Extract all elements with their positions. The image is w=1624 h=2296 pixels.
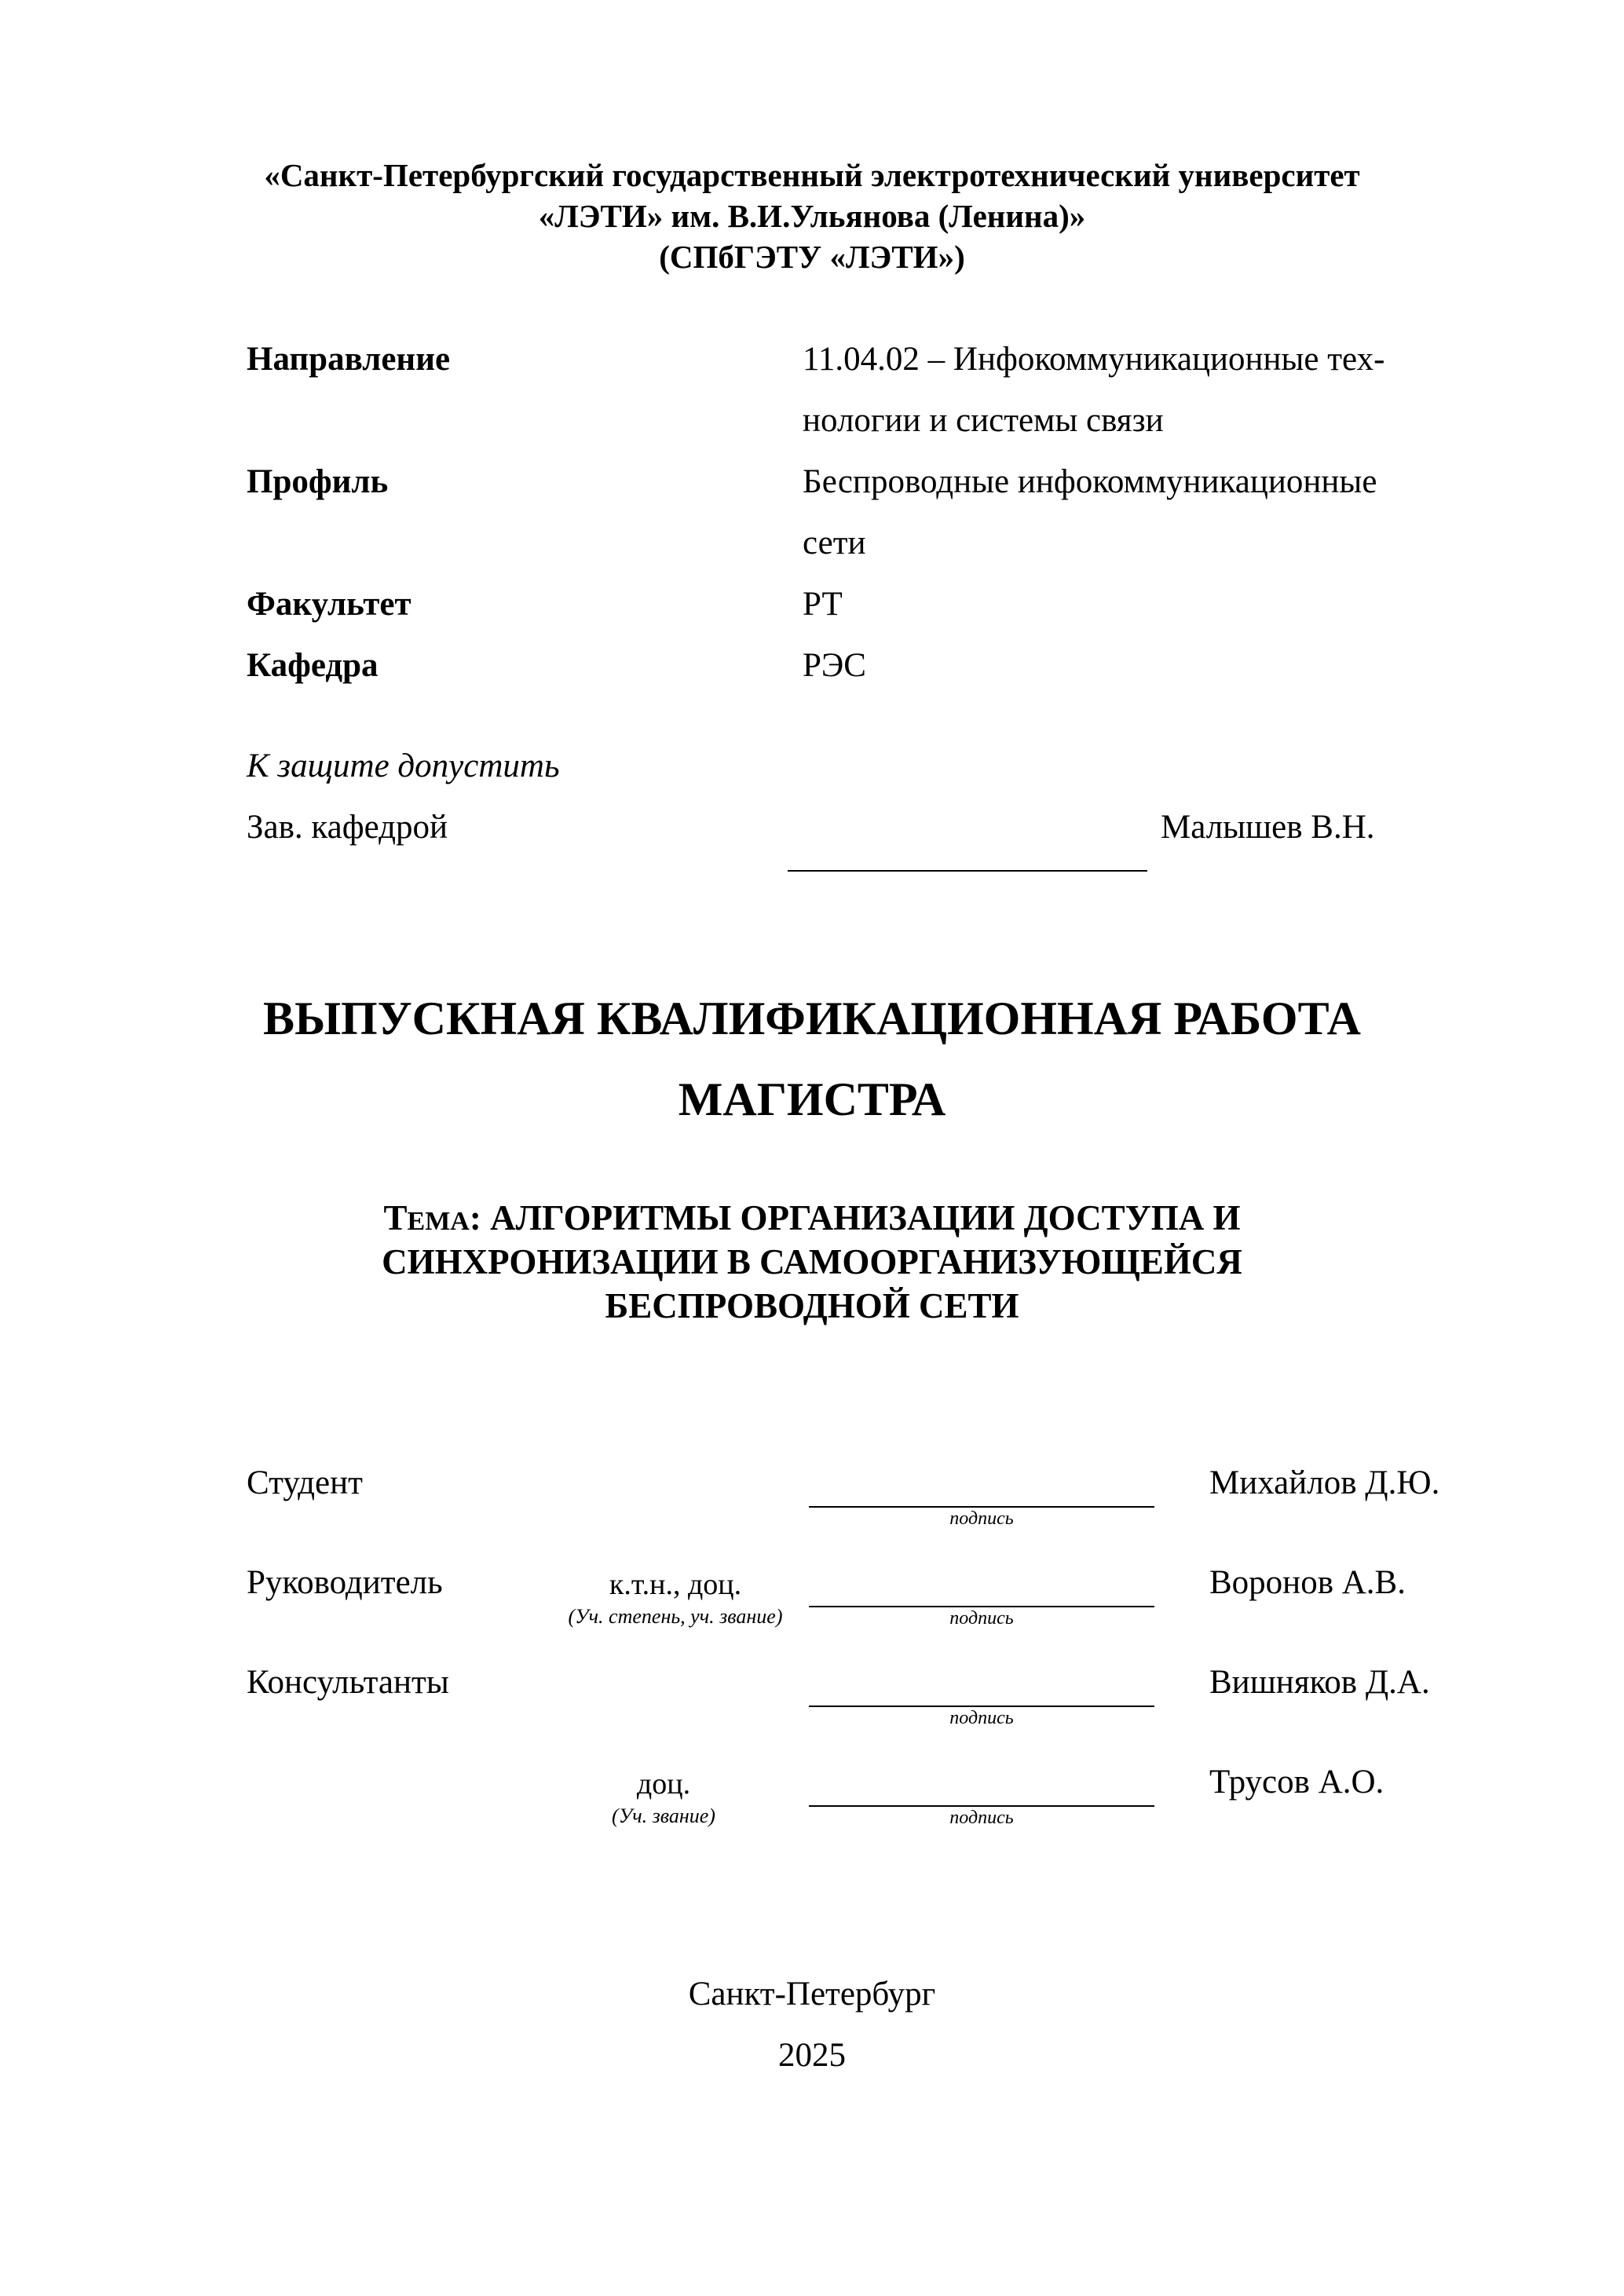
topic-prefix-rest: ЕМА <box>407 1207 470 1236</box>
consultant2-name: Трусов А.О. <box>1209 1764 1384 1801</box>
work-title-line2: МАГИСТРА <box>678 1073 946 1125</box>
department-value: РЭС <box>803 647 866 684</box>
consultant2-signature-caption: подпись <box>949 1808 1014 1828</box>
direction-value-1: 11.04.02 – Инфокоммуникационные тех- <box>803 341 1385 378</box>
supervisor-label: Руководитель <box>247 1564 443 1601</box>
head-of-department-label: Зав. кафедрой <box>247 809 448 846</box>
university-abbrev: (СПбГЭТУ «ЛЭТИ») <box>659 239 965 275</box>
consultant1-signature-caption: подпись <box>949 1708 1014 1728</box>
supervisor-name: Воронов А.В. <box>1209 1564 1406 1601</box>
year: 2025 <box>778 2037 846 2074</box>
profile-value-1: Беспроводные инфокоммуникационные <box>803 463 1377 500</box>
student-label: Студент <box>247 1464 363 1501</box>
department-label: Кафедра <box>247 647 379 684</box>
head-of-department-name: Малышев В.Н. <box>1161 809 1375 846</box>
profile-value-2: сети <box>803 525 866 561</box>
admit-to-defense: К защите допустить <box>247 748 560 784</box>
university-name-line2: «ЛЭТИ» им. В.И.Ульянова (Ленина)» <box>538 198 1086 234</box>
faculty-label: Факультет <box>247 586 411 623</box>
student-signature-caption: подпись <box>949 1508 1014 1529</box>
consultant1-name: Вишняков Д.А. <box>1209 1664 1430 1701</box>
university-name-line1: «Санкт-Петербургский государственный электротехнический университет <box>264 157 1360 193</box>
topic-line2: СИНХРОНИЗАЦИИ В САМООРГАНИЗУЮЩЕЙСЯ <box>382 1242 1242 1281</box>
consultant2-degree: доц. <box>636 1768 691 1801</box>
direction-value-2: нологии и системы связи <box>803 402 1164 439</box>
supervisor-degree-caption: (Уч. степень, уч. звание) <box>568 1605 783 1628</box>
supervisor-degree: к.т.н., доц. <box>609 1568 742 1601</box>
faculty-value: РТ <box>803 586 843 623</box>
topic-line1 <box>0 1197 1624 1243</box>
city: Санкт-Петербург <box>688 1976 936 2013</box>
consultants-label: Консультанты <box>247 1664 449 1701</box>
consultant2-signature-line <box>809 1805 1154 1807</box>
topic-prefix-t: Т <box>383 1198 408 1238</box>
consultant2-degree-caption: (Уч. звание) <box>612 1804 715 1827</box>
profile-label: Профиль <box>247 463 389 500</box>
student-signature-line <box>809 1506 1154 1508</box>
topic-line3: БЕСПРОВОДНОЙ СЕТИ <box>605 1286 1019 1325</box>
head-signature-line <box>788 870 1147 872</box>
direction-label: Направление <box>247 341 451 378</box>
supervisor-signature-line <box>809 1606 1154 1607</box>
consultant1-signature-line <box>809 1706 1154 1707</box>
student-name: Михайлов Д.Ю. <box>1209 1464 1440 1501</box>
supervisor-signature-caption: подпись <box>949 1608 1014 1629</box>
topic-line1-text: : АЛГОРИТМЫ ОРГАНИЗАЦИИ ДОСТУПА И <box>469 1198 1241 1238</box>
work-title-line1: ВЫПУСКНАЯ КВАЛИФИКАЦИОННАЯ РАБОТА <box>263 993 1361 1044</box>
